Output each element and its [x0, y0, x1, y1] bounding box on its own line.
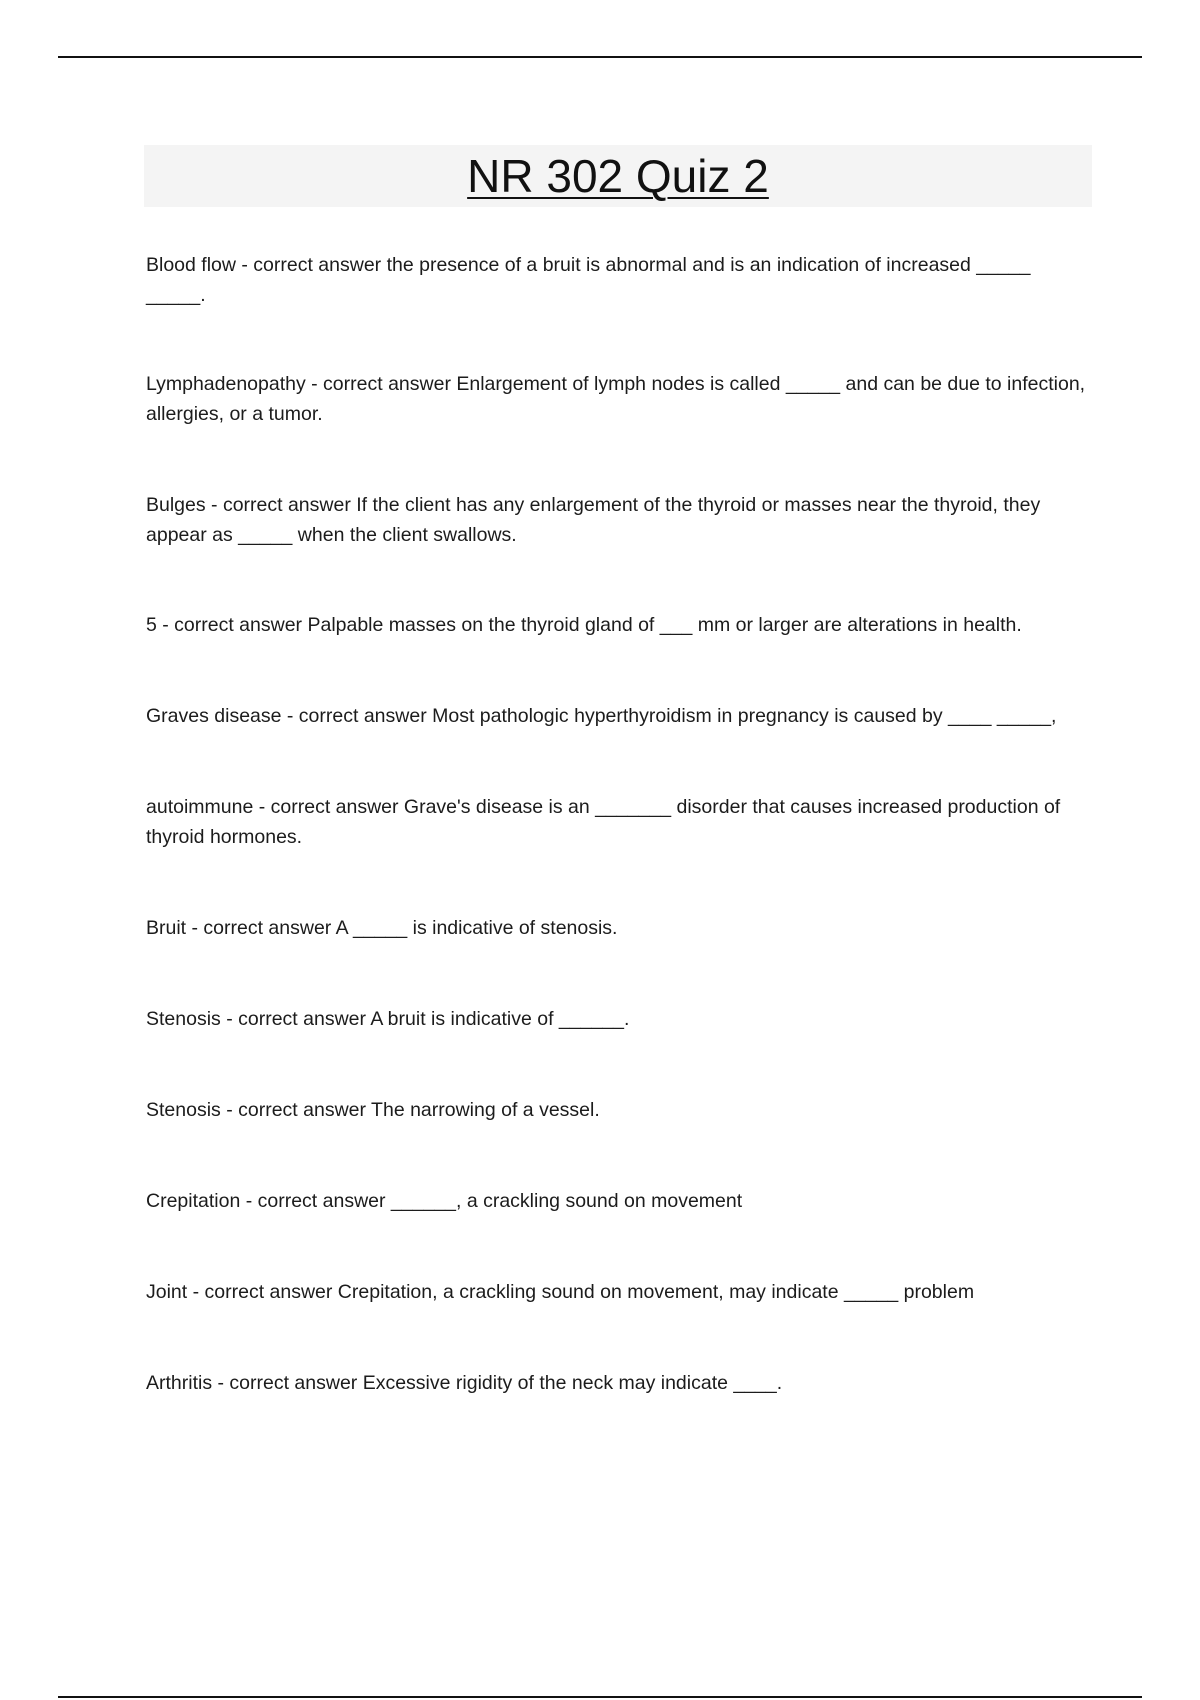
qa-item-joint: Joint - correct answer Crepitation, a crackling sound on movement, may indicate _____ problem	[146, 1281, 975, 1303]
qa-item-crepitation: Crepitation - correct answer ______, a crackling sound on movement	[146, 1190, 743, 1212]
qa-item-arthritis: Arthritis - correct answer Excessive rigidity of the neck may indicate ____.	[146, 1372, 783, 1394]
qa-item-graves-disease: Graves disease - correct answer Most pathologic hyperthyroidism in pregnancy is caused by ____ _____,	[146, 705, 1057, 727]
top-rule	[58, 56, 1142, 58]
page-title: NR 302 Quiz 2	[467, 150, 769, 202]
qa-item-bruit: Bruit - correct answer A _____ is indicative of stenosis.	[146, 917, 618, 939]
qa-item-lymphadenopathy: Lymphadenopathy - correct answer Enlargement of lymph nodes is called _____ and can be due to infection, allergies, or a tumor.	[146, 373, 1086, 425]
qa-item-autoimmune: autoimmune - correct answer Grave's disease is an _______ disorder that causes increased production of thyroid hormones.	[146, 796, 1061, 848]
qa-item-thyroid-mass: 5 - correct answer Palpable masses on the thyroid gland of ___ mm or larger are alterations in health.	[146, 614, 1022, 636]
qa-item-blood-flow: Blood flow - correct answer the presence of a bruit is abnormal and is an indication of increased _____ _____.	[146, 254, 1031, 306]
title-band	[144, 145, 1092, 207]
qa-item-stenosis-bruit: Stenosis - correct answer A bruit is indicative of ______.	[146, 1008, 630, 1030]
qa-item-bulges: Bulges - correct answer If the client has any enlargement of the thyroid or masses near the thyroid, they appear as _____ when the client swallows.	[146, 494, 1041, 546]
qa-item-stenosis-definition: Stenosis - correct answer The narrowing of a vessel.	[146, 1099, 600, 1121]
bottom-rule	[58, 1696, 1142, 1698]
